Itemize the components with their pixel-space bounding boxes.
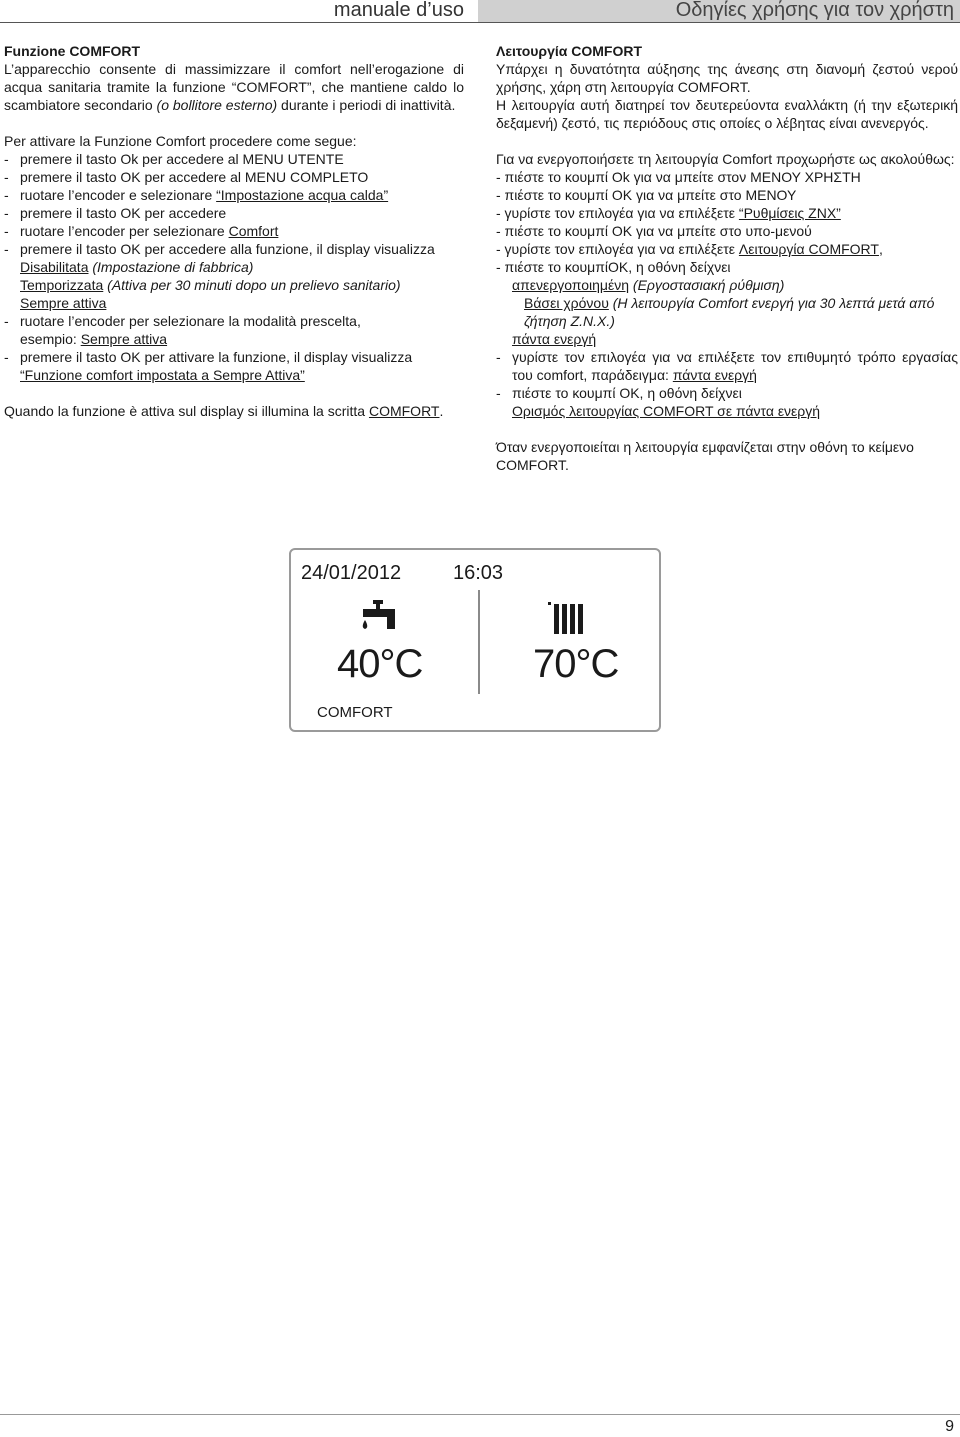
it-closing-text: Quando la funzione è attiva sul display si illumina la scritta bbox=[4, 403, 369, 419]
it-option bbox=[20, 276, 464, 294]
header-rule bbox=[0, 22, 960, 23]
gr-option bbox=[496, 294, 958, 330]
gr-step bbox=[496, 240, 958, 258]
gr-menu-label: Λειτουργία COMFORT bbox=[738, 241, 879, 257]
it-option bbox=[20, 258, 464, 276]
it-step bbox=[4, 348, 464, 384]
gr-step bbox=[496, 384, 958, 420]
dhw-temperature: 40°C bbox=[337, 642, 423, 686]
gr-step-text: πιέστε το κουμπί ΟΚ, η οθόνη δείχνει bbox=[512, 385, 742, 401]
it-step: - premere il tasto Ok per accedere al MENU UTENTE bbox=[4, 150, 464, 168]
header-title-it: manuale d’uso bbox=[333, 0, 464, 21]
it-option bbox=[20, 294, 464, 312]
it-step: - premere il tasto OK per accedere bbox=[4, 204, 464, 222]
it-option-note: (Attiva per 30 minuti dopo un prelievo sanitario) bbox=[103, 277, 401, 293]
tap-icon bbox=[361, 600, 395, 638]
radiator-icon bbox=[548, 602, 588, 634]
display-divider bbox=[478, 590, 480, 694]
header-left bbox=[0, 0, 478, 22]
it-step-text: ruotare l’encoder per selezionare bbox=[20, 223, 229, 239]
it-option-label: Disabilitata bbox=[20, 259, 89, 275]
gr-closing: Όταν ενεργοποιείται η λειτουργία εμφανίζεται στην οθόνη το κείμενο COMFORT. bbox=[496, 439, 914, 473]
it-steps bbox=[4, 150, 464, 384]
it-step-text: ruotare l’encoder e selezionare bbox=[20, 187, 217, 203]
gr-step-text: - γυρίστε τον επιλογέα για να επιλέξετε bbox=[496, 241, 739, 257]
it-step-text: premere il tasto OK per accedere alla funzione, il display visualizza bbox=[20, 241, 435, 257]
gr-step-text: - γυρίστε τον επιλογέα για να επιλέξετε bbox=[496, 205, 739, 221]
gr-display-text: Ορισμός λειτουργίας COMFORT σε πάντα ενεργή bbox=[512, 403, 821, 419]
gr-procedure-intro: Για να ενεργοποιήσετε τη λειτουργία Comfort προχωρήστε ως ακολούθως: bbox=[496, 151, 955, 167]
gr-step-text-end: , bbox=[878, 241, 883, 257]
gr-option-label: Βάσει χρόνου bbox=[524, 295, 609, 311]
it-intro-text: L’apparecchio consente di massimizzare il comfort nell’erogazione di acqua sanitaria tramite la funzione “COMFORT”, che mantiene caldo lo scambiatore secondario bbox=[4, 61, 464, 113]
it-option-label: Temporizzata bbox=[20, 277, 104, 293]
gr-step: - πιέστε το κουμπί ΟΚ για να μπείτε στο ΜΕΝΟΥ bbox=[496, 187, 797, 203]
header-right bbox=[478, 0, 960, 22]
gr-step bbox=[496, 348, 958, 384]
it-closing-keyword: COMFORT bbox=[368, 403, 440, 419]
gr-example-value: πάντα ενεργή bbox=[672, 367, 757, 383]
it-menu-label: “Impostazione acqua calda” bbox=[216, 187, 389, 203]
it-step bbox=[4, 222, 464, 240]
it-display-message bbox=[20, 366, 464, 384]
it-example-label: esempio: bbox=[20, 331, 81, 347]
gr-option-label: πάντα ενεργή bbox=[512, 331, 597, 347]
boiler-display bbox=[289, 548, 661, 732]
gr-step: - πιέστε το κουμπί Ok για να μπείτε στον ΜΕΝΟΥ ΧΡΗΣΤΗ bbox=[496, 169, 861, 185]
heating-temperature: 70°C bbox=[533, 642, 619, 686]
it-intro bbox=[4, 60, 464, 114]
comfort-indicator: COMFORT bbox=[317, 704, 393, 721]
it-step bbox=[4, 186, 464, 204]
it-example-value: Sempre attiva bbox=[80, 331, 168, 347]
gr-steps bbox=[496, 348, 958, 420]
it-step bbox=[4, 240, 464, 312]
it-option-note: (Impostazione di fabbrica) bbox=[88, 259, 254, 275]
it-intro-text-end: durante i periodi di inattività. bbox=[277, 97, 456, 113]
display-date: 24/01/2012 bbox=[301, 562, 402, 584]
it-section-title: Funzione COMFORT bbox=[4, 43, 141, 59]
gr-intro-2: Η λειτουργία αυτή διατηρεί τον δευτερεύοντα εναλλάκτη (ή την εξωτερική δεξαμενή) ζεστό, τις περιόδους στις οποίες ο λέβητας είναι ανενεργός. bbox=[496, 97, 958, 131]
it-intro-note: (o bollitore esterno) bbox=[156, 97, 278, 113]
page-number: 9 bbox=[945, 1418, 954, 1435]
gr-option bbox=[496, 330, 958, 348]
it-procedure-intro: Per attivare la Funzione Comfort procedere come segue: bbox=[4, 133, 357, 149]
header-title-gr: Οδηγίες χρήσης για τον χρήστη bbox=[675, 0, 954, 21]
gr-step bbox=[496, 204, 958, 222]
gr-step-text: γυρίστε τον επιλογέα για να επιλέξετε τον επιθυμητό τρόπο εργασίας του comfort, παράδειγμα: bbox=[512, 349, 958, 383]
it-display-text: “Funzione comfort impostata a Sempre Attiva” bbox=[20, 367, 305, 383]
it-closing-end: . bbox=[439, 403, 444, 419]
it-step: - premere il tasto OK per accedere al MENU COMPLETO bbox=[4, 168, 464, 186]
greek-column bbox=[496, 42, 958, 474]
it-menu-label: Comfort bbox=[228, 223, 279, 239]
gr-display-message bbox=[512, 402, 958, 420]
it-step bbox=[4, 312, 464, 348]
gr-option-note: (Εργοστασιακή ρύθμιση) bbox=[629, 277, 785, 293]
gr-section-title: Λειτουργία COMFORT bbox=[496, 43, 643, 59]
gr-step: - πιέστε το κουμπί ΟΚ για να μπείτε στο υπο-μενού bbox=[496, 223, 812, 239]
gr-intro-1: Υπάρχει η δυνατότητα αύξησης της άνεσης στη διανομή ζεστού νερού χρήσης, χάρη στη λειτουργία COMFORT. bbox=[496, 61, 958, 95]
gr-step: - πιέστε το κουμπίOK, η οθόνη δείχνει bbox=[496, 259, 731, 275]
display-time: 16:03 bbox=[453, 562, 504, 584]
page-header bbox=[0, 0, 960, 22]
it-closing bbox=[4, 402, 464, 420]
gr-option-label: απενεργοποιημένη bbox=[512, 277, 630, 293]
gr-menu-label: “Ρυθμίσεις ΖΝΧ” bbox=[738, 205, 841, 221]
gr-option bbox=[496, 276, 958, 294]
italian-column bbox=[4, 42, 464, 420]
footer-rule bbox=[0, 1414, 960, 1415]
it-option-label: Sempre attiva bbox=[20, 295, 107, 311]
it-example bbox=[20, 330, 464, 348]
gr-option-note: (Η λειτουργία Comfort ενεργή για 30 λεπτά μετά από ζήτηση Ζ.Ν.Χ.) bbox=[524, 295, 935, 329]
it-step-text: ruotare l’encoder per selezionare la modalità prescelta, bbox=[20, 313, 361, 329]
it-step-text: premere il tasto OK per attivare la funzione, il display visualizza bbox=[20, 349, 413, 365]
